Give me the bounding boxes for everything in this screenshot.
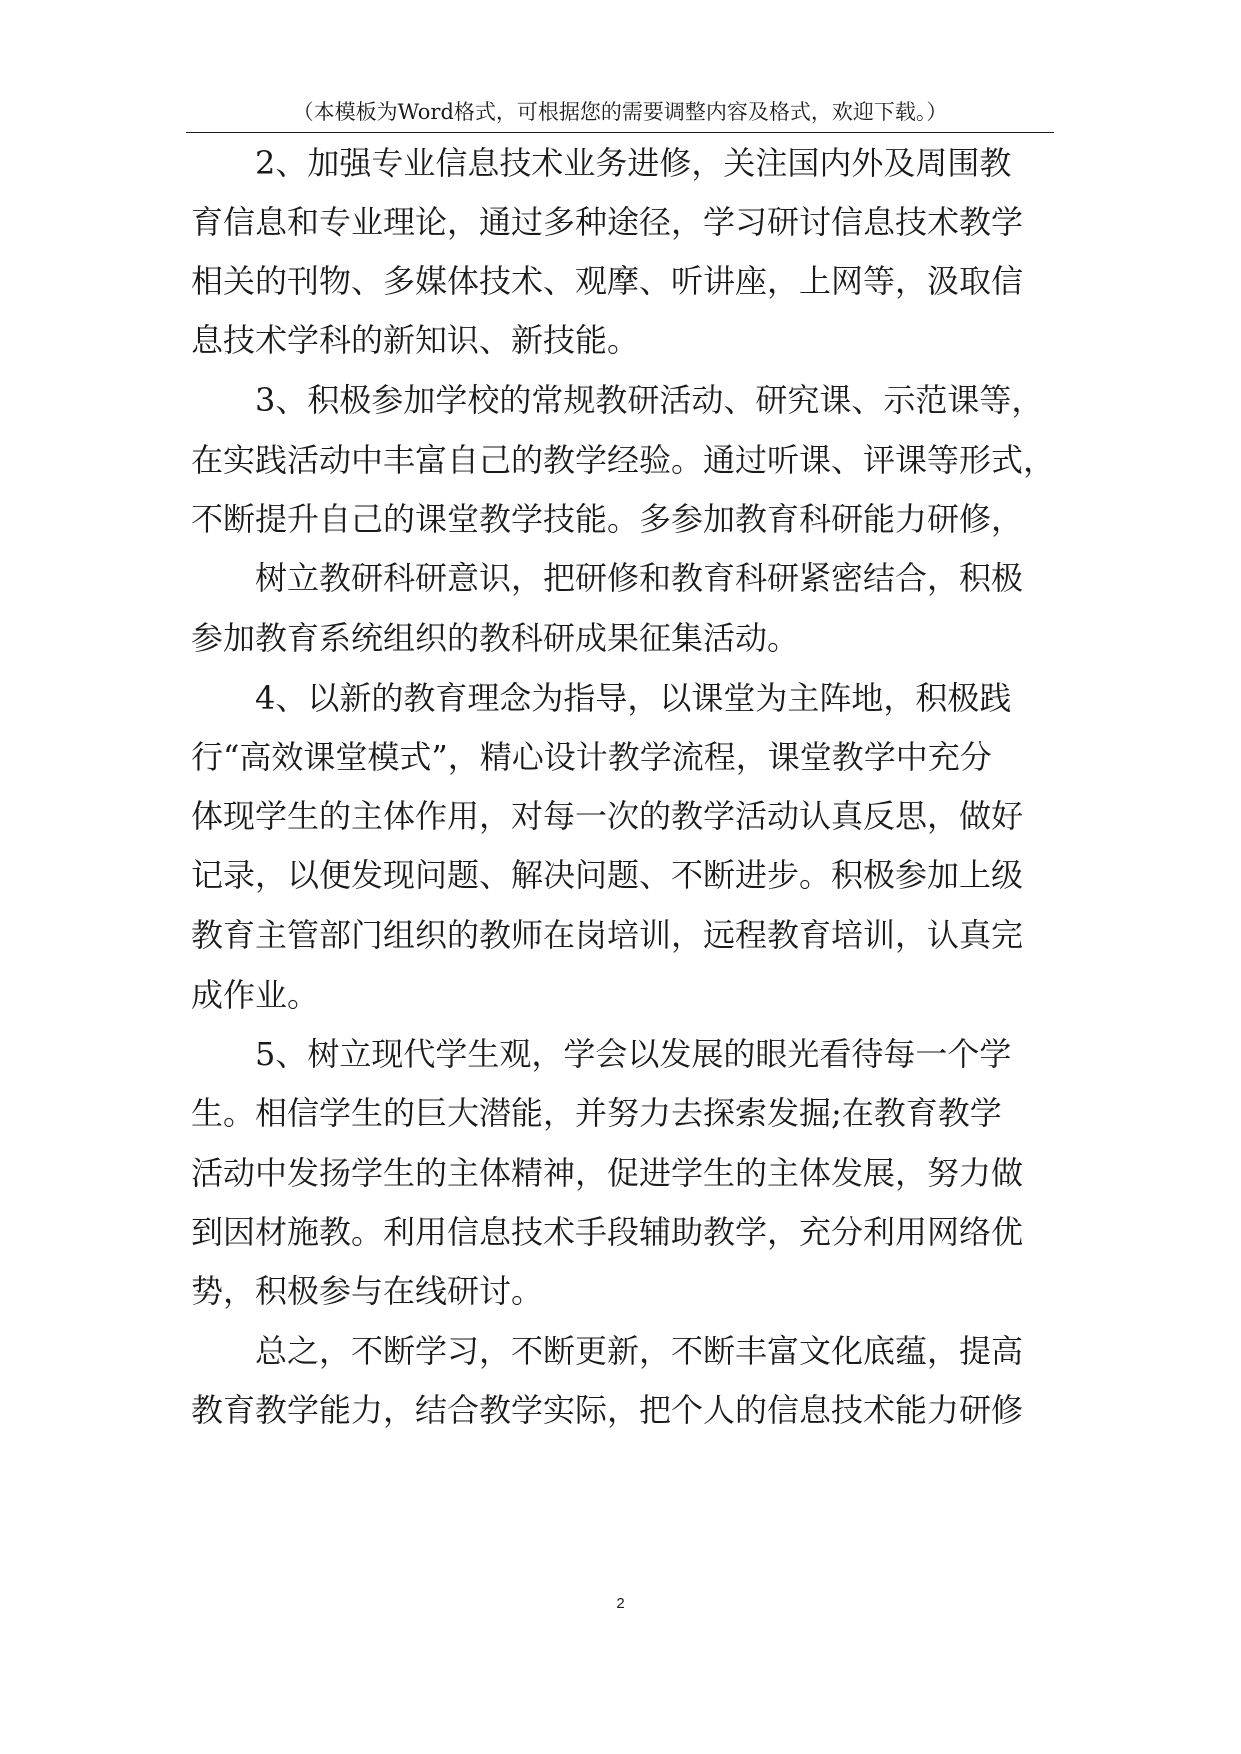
paragraph-2-line-4: 息技术学科的新知识、新技能。 <box>191 321 640 359</box>
paragraph-5-line-5: 势，积极参与在线研讨。 <box>191 1272 544 1310</box>
paragraph-2-line-2: 育信息和专业理论，通过多种途径，学习研讨信息技术教学 <box>191 203 1024 241</box>
paragraph-3-line-1: 3、积极参加学校的常规教研活动、研究课、示范课等， <box>255 381 1044 419</box>
paragraph-4-line-4: 记录，以便发现问题、解决问题、不断进步。积极参加上级 <box>191 856 1024 894</box>
template-notice-header: （本模板为Word格式，可根据您的需要调整内容及格式，欢迎下载。） <box>292 100 948 124</box>
summary-paragraph-line-2: 教育教学能力，结合教学实际，把个人的信息技术能力研修 <box>191 1391 1024 1429</box>
paragraph-5-line-2: 生。相信学生的巨大潜能，并努力去探索发掘;在教育教学 <box>191 1094 1002 1132</box>
paragraph-4-line-1: 4、以新的教育理念为指导，以课堂为主阵地，积极践 <box>255 679 1012 717</box>
paragraph-4-line-3: 体现学生的主体作用，对每一次的教学活动认真反思，做好 <box>191 797 1024 835</box>
paragraph-3-line-3: 不断提升自己的课堂教学技能。多参加教育科研能力研修， <box>191 500 1024 538</box>
paragraph-5-line-1: 5、树立现代学生观，学会以发展的眼光看待每一个学 <box>255 1035 1012 1073</box>
paragraph-3-line-2: 在实践活动中丰富自己的教学经验。通过听课、评课等形式， <box>191 441 1056 479</box>
paragraph-4-line-2: 行“高效课堂模式”，精心设计教学流程，课堂教学中充分 <box>191 738 992 776</box>
paragraph-2-line-3: 相关的刊物、多媒体技术、观摩、听讲座，上网等，汲取信 <box>191 262 1024 300</box>
paragraph-4-line-5: 教育主管部门组织的教师在岗培训，远程教育培训，认真完 <box>191 916 1024 954</box>
paragraph-5-line-3: 活动中发扬学生的主体精神，促进学生的主体发展，努力做 <box>191 1154 1024 1192</box>
paragraph-2-line-1: 2、加强专业信息技术业务进修，关注国内外及周围教 <box>255 144 1012 182</box>
page-number: 2 <box>616 1595 625 1612</box>
paragraph-5-line-4: 到因材施教。利用信息技术手段辅助教学，充分利用网络优 <box>191 1213 1024 1251</box>
paragraph-4-line-6: 成作业。 <box>191 976 320 1014</box>
paragraph-3b-line-2: 参加教育系统组织的教科研成果征集活动。 <box>191 619 800 657</box>
paragraph-3b-line-1: 树立教研科研意识，把研修和教育科研紧密结合，积极 <box>255 559 1024 597</box>
summary-paragraph-line-1: 总之，不断学习，不断更新，不断丰富文化底蕴，提高 <box>255 1332 1024 1370</box>
